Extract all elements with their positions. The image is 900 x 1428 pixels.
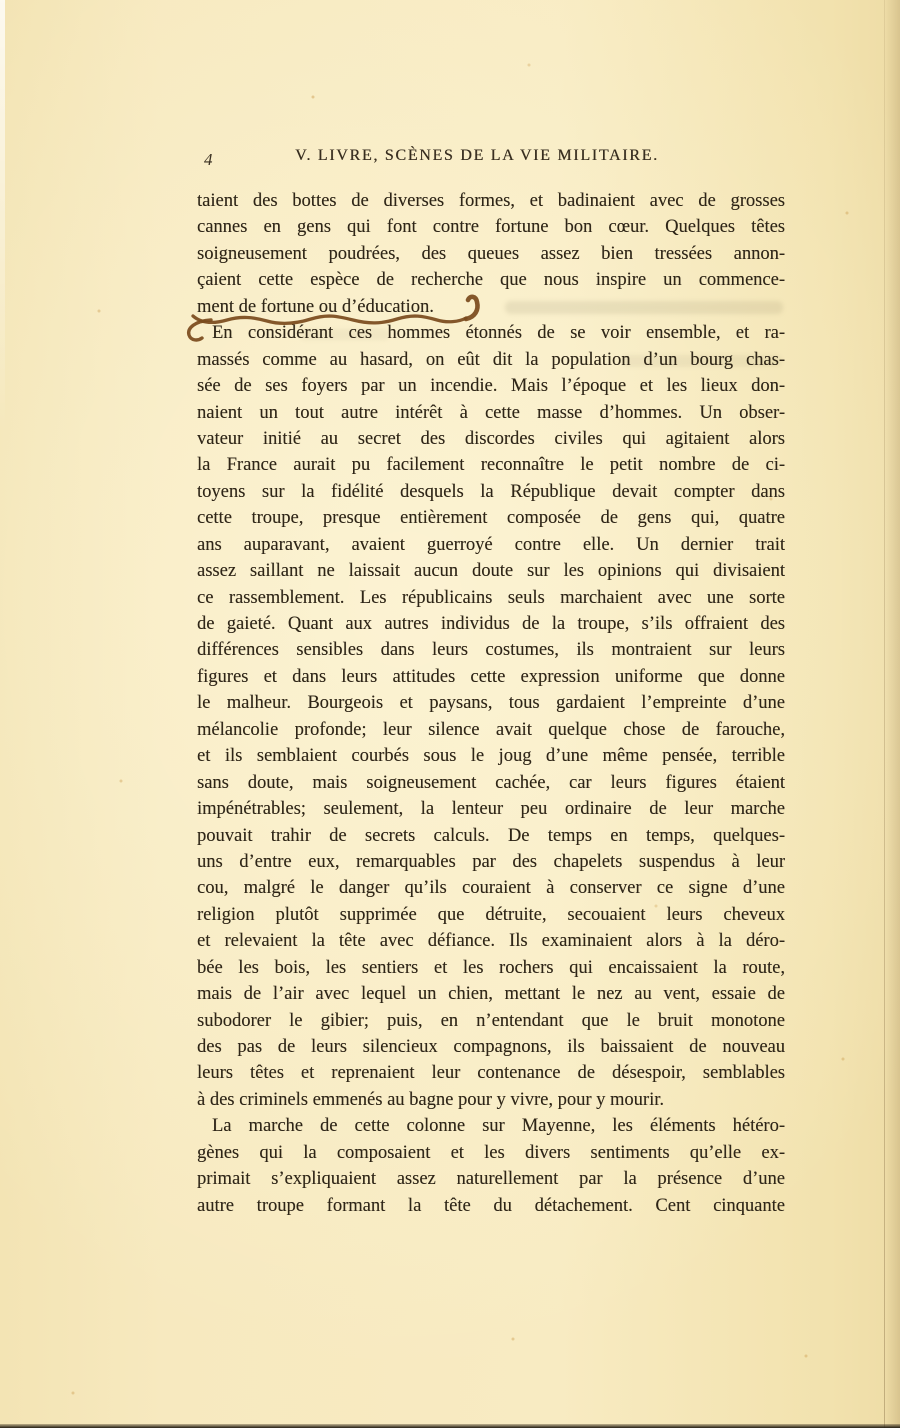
text-line: leurs têtes et reprenaient leur contenance de désespoir, semblables (197, 1063, 785, 1084)
text-line: autre troupe formant la tête du détachement. Cent cinquante (197, 1195, 785, 1216)
text-line: cou, malgré le danger qu’ils couraient à conserver ce signe d’une (197, 878, 785, 899)
running-header-title: V. LIVRE, SCÈNES DE LA VIE MILITAIRE. (295, 147, 659, 164)
text-line: bée les bois, les sentiers et les rochers qui encaissaient la route, (197, 957, 785, 978)
text-line: sans doute, mais soigneusement cachée, car leurs figures étaient (197, 772, 785, 793)
text-line: et relevaient la tête avec défiance. Ils examinaient alors à la déro- (197, 931, 785, 952)
text-line: religion plutôt supprimée que détruite, secouaient leurs cheveux (197, 904, 785, 925)
paper-bottom-edge (0, 1424, 900, 1428)
text-line: sée de ses foyers par un incendie. Mais l’époque et les lieux don- (197, 376, 785, 397)
text-line: gènes qui la composaient et les divers sentiments qu’elle ex- (197, 1142, 785, 1163)
text-line: des pas de leurs silencieux compagnons, ils baissaient de nouveau (197, 1037, 785, 1057)
text-line: taient des bottes de diverses formes, et badinaient avec de grosses (197, 191, 785, 211)
text-line: cette troupe, presque entièrement composée de gens qui, quatre (197, 508, 785, 529)
paper-left-edge (0, 0, 5, 430)
text-line: et ils semblaient courbés sous le joug d’une même pensée, terrible (197, 746, 785, 767)
text-line: En considérant ces hommes étonnés de se voir ensemble, et ra- (212, 323, 785, 344)
text-line: çaient cette espèce de recherche que nous inspire un commence- (197, 270, 785, 291)
paper-speckles (0, 0, 2, 2)
text-line: cannes en gens qui font contre fortune bon cœur. Quelques têtes (197, 217, 785, 238)
text-line: ans auparavant, avaient guerroyé contre elle. Un dernier trait (197, 534, 785, 555)
text-line: toyens sur la fidélité desquels la République devait compter dans (197, 481, 785, 502)
text-block (197, 188, 785, 1219)
text-line: uns d’entre eux, remarquables par des chapelets suspendus à leur (197, 851, 785, 872)
paper-right-shade (884, 0, 900, 1428)
text-line: mais de l’air avec lequel un chien, mettant le nez au vent, essaie de (197, 984, 785, 1005)
text-line: vateur initié au secret des discordes civiles qui agitaient alors (197, 428, 785, 449)
text-line: massés comme au hasard, on eût dit la population d’un bourg chas- (197, 349, 785, 370)
text-line: naient un tout autre intérêt à cette masse d’hommes. Un obser- (197, 402, 785, 423)
text-line: pouvait trahir de secrets calculs. De temps en temps, quelques- (197, 825, 785, 846)
page-number: 4 (204, 150, 213, 169)
text-line: soigneusement poudrées, des queues assez bien tressées annon- (197, 243, 785, 264)
text-line: à des criminels emmenés au bagne pour y vivre, pour y mourir. (197, 1089, 664, 1110)
text-line: ce rassemblement. Les républicains seuls marchaient avec une sorte (197, 587, 785, 608)
paper-crease-line (884, 0, 885, 1428)
text-line: différences sensibles dans leurs costumes, ils montraient sur leurs (197, 640, 785, 661)
text-line: primait s’expliquaient assez naturellement par la présence d’une (197, 1169, 785, 1190)
text-line: figures et dans leurs attitudes cette expression uniforme que donne (197, 666, 785, 687)
text-line: ment de fortune ou d’éducation. (197, 296, 434, 317)
text-line: mélancolie profonde; leur silence avait quelque chose de farouche, (197, 719, 785, 740)
text-line: subodorer le gibier; puis, en n’entendant que le bruit monotone (197, 1010, 785, 1031)
text-line: assez saillant ne laissait aucun doute sur les opinions qui divisaient (197, 561, 785, 582)
running-header (197, 147, 785, 173)
text-line: de gaieté. Quant aux autres individus de la troupe, s’ils offraient des (197, 614, 785, 634)
text-line: le malheur. Bourgeois et paysans, tous gardaient l’empreinte d’une (197, 693, 785, 714)
text-line: impénétrables; seulement, la lenteur peu ordinaire de leur marche (197, 799, 785, 820)
text-line: la France aurait pu facilement reconnaître le petit nombre de ci- (197, 455, 785, 476)
text-line: La marche de cette colonne sur Mayenne, les éléments hétéro- (212, 1116, 785, 1137)
